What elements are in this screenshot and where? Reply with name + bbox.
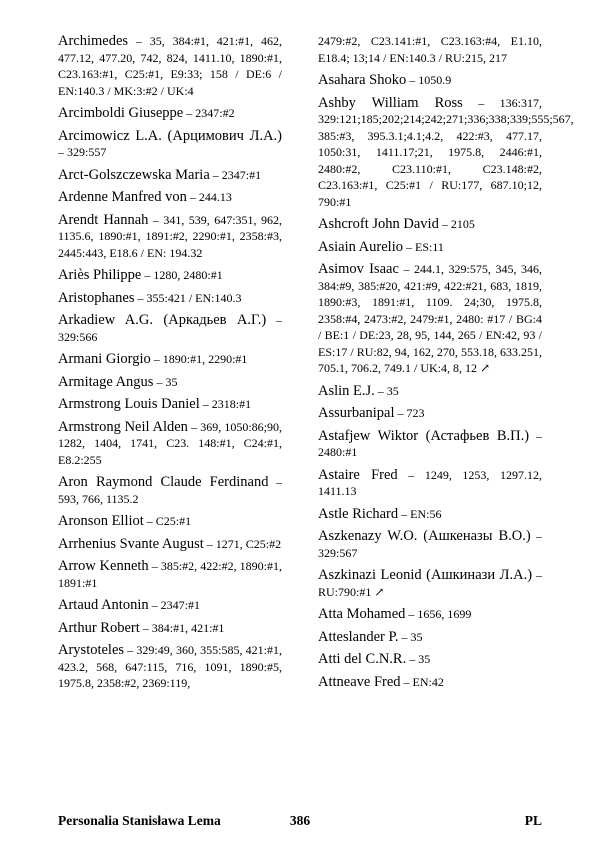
entry-name: Armstrong Louis Daniel <box>58 396 200 412</box>
entry-references: – 244.13 <box>186 190 232 204</box>
entry-name: Ardenne Manfred von <box>58 189 187 205</box>
entry-references: – 2347:#1 <box>148 598 200 612</box>
entry-references: – C25:#1 <box>143 514 192 528</box>
entry-name: Assurbanipal <box>318 405 395 421</box>
entry-references: – 329:566 <box>58 313 282 344</box>
left-column <box>58 33 282 698</box>
index-entry <box>58 290 282 307</box>
entry-references: – 2318:#1 <box>199 397 252 411</box>
entry-name: Arthur Robert <box>58 619 140 636</box>
index-entry <box>58 642 282 692</box>
right-column <box>318 33 574 696</box>
index-entry <box>318 383 542 400</box>
entry-name: Attneave Fred <box>318 673 401 690</box>
entry-references: – 35 <box>398 629 423 644</box>
index-entry <box>318 506 542 523</box>
entry-references: – 1050.9 <box>406 73 452 87</box>
entry-name: Artaud Antonin <box>58 597 149 613</box>
entry-name: Aristophanes <box>58 289 135 306</box>
entry-name: Aronson Elliot <box>58 513 144 529</box>
entry-references: – 341, 539, 647:351, 962, 1135.6, 1890:#1, 1891:#2, 2290:#1, 2358:#3, 2445:443, E18.6 / EN: 194.32 <box>58 212 282 260</box>
language-code: PL <box>524 813 542 828</box>
index-entry <box>58 167 282 184</box>
index-entry <box>318 72 542 89</box>
page-number: 386 <box>289 813 311 828</box>
entry-name: Asahara Shoko <box>318 72 407 88</box>
index-entry <box>58 513 282 530</box>
entry-references: – 329:557 <box>58 145 107 159</box>
index-entry <box>58 351 282 368</box>
entry-name: Aszkenazy W.O. (Ашкеназы В.О.) <box>318 528 531 544</box>
index-entry <box>318 467 542 500</box>
entry-references: – 593, 766, 1135.2 <box>58 475 282 506</box>
entry-name: Atteslander P. <box>318 628 399 645</box>
entry-references: – 2347:#2 <box>183 106 235 120</box>
index-entry <box>58 419 282 469</box>
entry-references: 2479:#2, C23.141:#1, C23.163:#4, E1.10, E18.4; 13;14 / EN:140.3 / RU:215, 217 <box>318 34 542 65</box>
index-entry <box>318 261 542 377</box>
index-entry <box>318 239 542 256</box>
index-entry <box>318 528 542 561</box>
entry-name: Asiain Aurelio <box>318 238 403 255</box>
entry-references: – 136:317, 329:121;185;202;214;242;271;336;338;339;555;567, 385:#3, 395.3.1;4.1;4.2, 422:#3, 477.17, 1050:31, 1411.17;21, 1975.8, 2446:#1, 2480:#2, C23.110:#1, C23.148:#2, C23.163:#1, C25:#1 / RU:177, 687.10;12, 790:#1 <box>318 95 574 209</box>
entry-name: Astaire Fred <box>318 466 398 483</box>
entry-name: Arystoteles <box>58 642 125 658</box>
entry-references: – 244.1, 329:575, 345, 346, 384:#9, 385:#20, 421:#9, 422:#21, 683, 1819, 1890:#3, 1891:#1, 1109. 24;30, 1975.8, 2358:#4, 2473:#2, 2479:#1, 2480: #17 / BG:4 / BE:1 / DE:23, 28, 95, 144, 265 / EN:42, 93 / ES:17 / RU:82, 94, 162, 270, 553.18, 633.251, 705.1, 706.2, 749.1 / UK:4, 8, 12 ↗ <box>318 262 542 375</box>
index-entry <box>318 674 542 691</box>
entry-references: – 1271, C25:#2 <box>203 536 282 551</box>
index-entry <box>58 189 282 206</box>
entry-name: Astafjew Wiktor (Астафьев В.П.) <box>318 427 530 444</box>
entry-references: – 2480:#1 <box>318 428 542 459</box>
index-entry <box>58 597 282 614</box>
entry-references: – 369, 1050:86;90, 1282, 1404, 1741, C23. 148:#1, C24:#1, E8.2:255 <box>58 419 282 467</box>
entry-references: – 723 <box>394 406 425 420</box>
index-entry <box>318 651 542 668</box>
index-entry <box>58 536 282 553</box>
index-entry <box>58 374 282 391</box>
entry-name: Armstrong Neil Alden <box>58 418 188 435</box>
entry-name: Arkadiew A.G. (Аркадьев А.Г.) <box>58 312 267 328</box>
entry-references: – EN:56 <box>398 506 442 521</box>
entry-name: Ariès Philippe <box>58 267 142 283</box>
index-entry <box>318 428 542 461</box>
index-entry <box>318 33 542 66</box>
entry-references: – 329:49, 360, 355:585, 421:#1, 423.2, 568, 647:115, 716, 1091, 1890:#5, 1975.8, 2358:#2, 2369:119, <box>58 643 282 690</box>
entry-references: – EN:42 <box>400 674 444 689</box>
entry-references: – 2105 <box>438 217 475 231</box>
index-entry <box>318 405 542 422</box>
index-entry <box>58 212 282 262</box>
entry-name: Arrow Kenneth <box>58 558 149 574</box>
index-entry <box>58 128 282 161</box>
entry-references: – 1249, 1253, 1297.12, 1411.13 <box>318 467 543 498</box>
entry-name: Ashcroft John David <box>318 216 439 232</box>
index-entry <box>58 620 282 637</box>
entry-name: Atti del C.N.R. <box>318 651 407 667</box>
entry-references: – 1890:#1, 2290:#1 <box>150 352 248 366</box>
entry-name: Aslin E.J. <box>318 382 375 399</box>
entry-name: Arcimowicz L.A. (Арцимович Л.А.) <box>58 127 282 144</box>
index-entry <box>318 216 542 233</box>
entry-references: – 35 <box>153 374 178 389</box>
entry-name: Armitage Angus <box>58 373 154 390</box>
index-entry <box>318 606 542 623</box>
entry-references: – 35 <box>374 383 399 398</box>
entry-name: Archimedes <box>58 33 129 49</box>
entry-references: – 35 <box>406 652 431 666</box>
entry-references: – 384:#1, 421:#1 <box>139 620 225 635</box>
index-entry <box>318 567 542 600</box>
entry-name: Asimov Isaac <box>318 261 399 277</box>
book-title: Personalia Stanisława Lema <box>58 813 221 828</box>
entry-references: – RU:790:#1 ↗ <box>318 568 543 599</box>
entry-name: Armani Giorgio <box>58 351 151 367</box>
entry-references: – 355:421 / EN:140.3 <box>134 290 242 305</box>
index-entry <box>58 312 282 345</box>
entry-references: – 35, 384:#1, 421:#1, 462, 477.12, 477.20, 742, 824, 1411.10, 1890:#1, C23.163:#1, C25:#1, E9:33; 158 / DE:6 / EN:140.3 / MK:3:#2 / UK:4 <box>58 34 282 98</box>
entry-name: Arrhenius Svante August <box>58 535 204 552</box>
index-entry <box>318 629 542 646</box>
entry-references: – 1656, 1699 <box>405 607 472 621</box>
index-entry <box>58 474 282 507</box>
entry-name: Arendt Hannah <box>58 211 149 228</box>
entry-name: Ashby William Ross <box>318 94 463 111</box>
index-entry <box>58 558 282 591</box>
entry-name: Aszkinazi Leonid (Ашкинази Л.А.) <box>318 567 533 583</box>
index-entry <box>58 105 282 122</box>
index-entry <box>58 396 282 413</box>
entry-references: – 385:#2, 422:#2, 1890:#1, 1891:#1 <box>58 559 282 590</box>
entry-references: – ES:11 <box>402 239 444 254</box>
entry-name: Aron Raymond Claude Ferdinand <box>58 474 269 490</box>
entry-references: – 329:567 <box>318 529 542 560</box>
entry-name: Atta Mohamed <box>318 606 406 622</box>
index-entry <box>318 94 574 211</box>
entry-name: Arct-Golszczewska Maria <box>58 166 210 183</box>
entry-references: – 1280, 2480:#1 <box>141 268 223 282</box>
index-entry <box>58 267 282 284</box>
entry-name: Arcimboldi Giuseppe <box>58 105 184 121</box>
index-entry <box>58 33 282 99</box>
entry-references: – 2347:#1 <box>209 167 262 182</box>
entry-name: Astle Richard <box>318 505 399 522</box>
